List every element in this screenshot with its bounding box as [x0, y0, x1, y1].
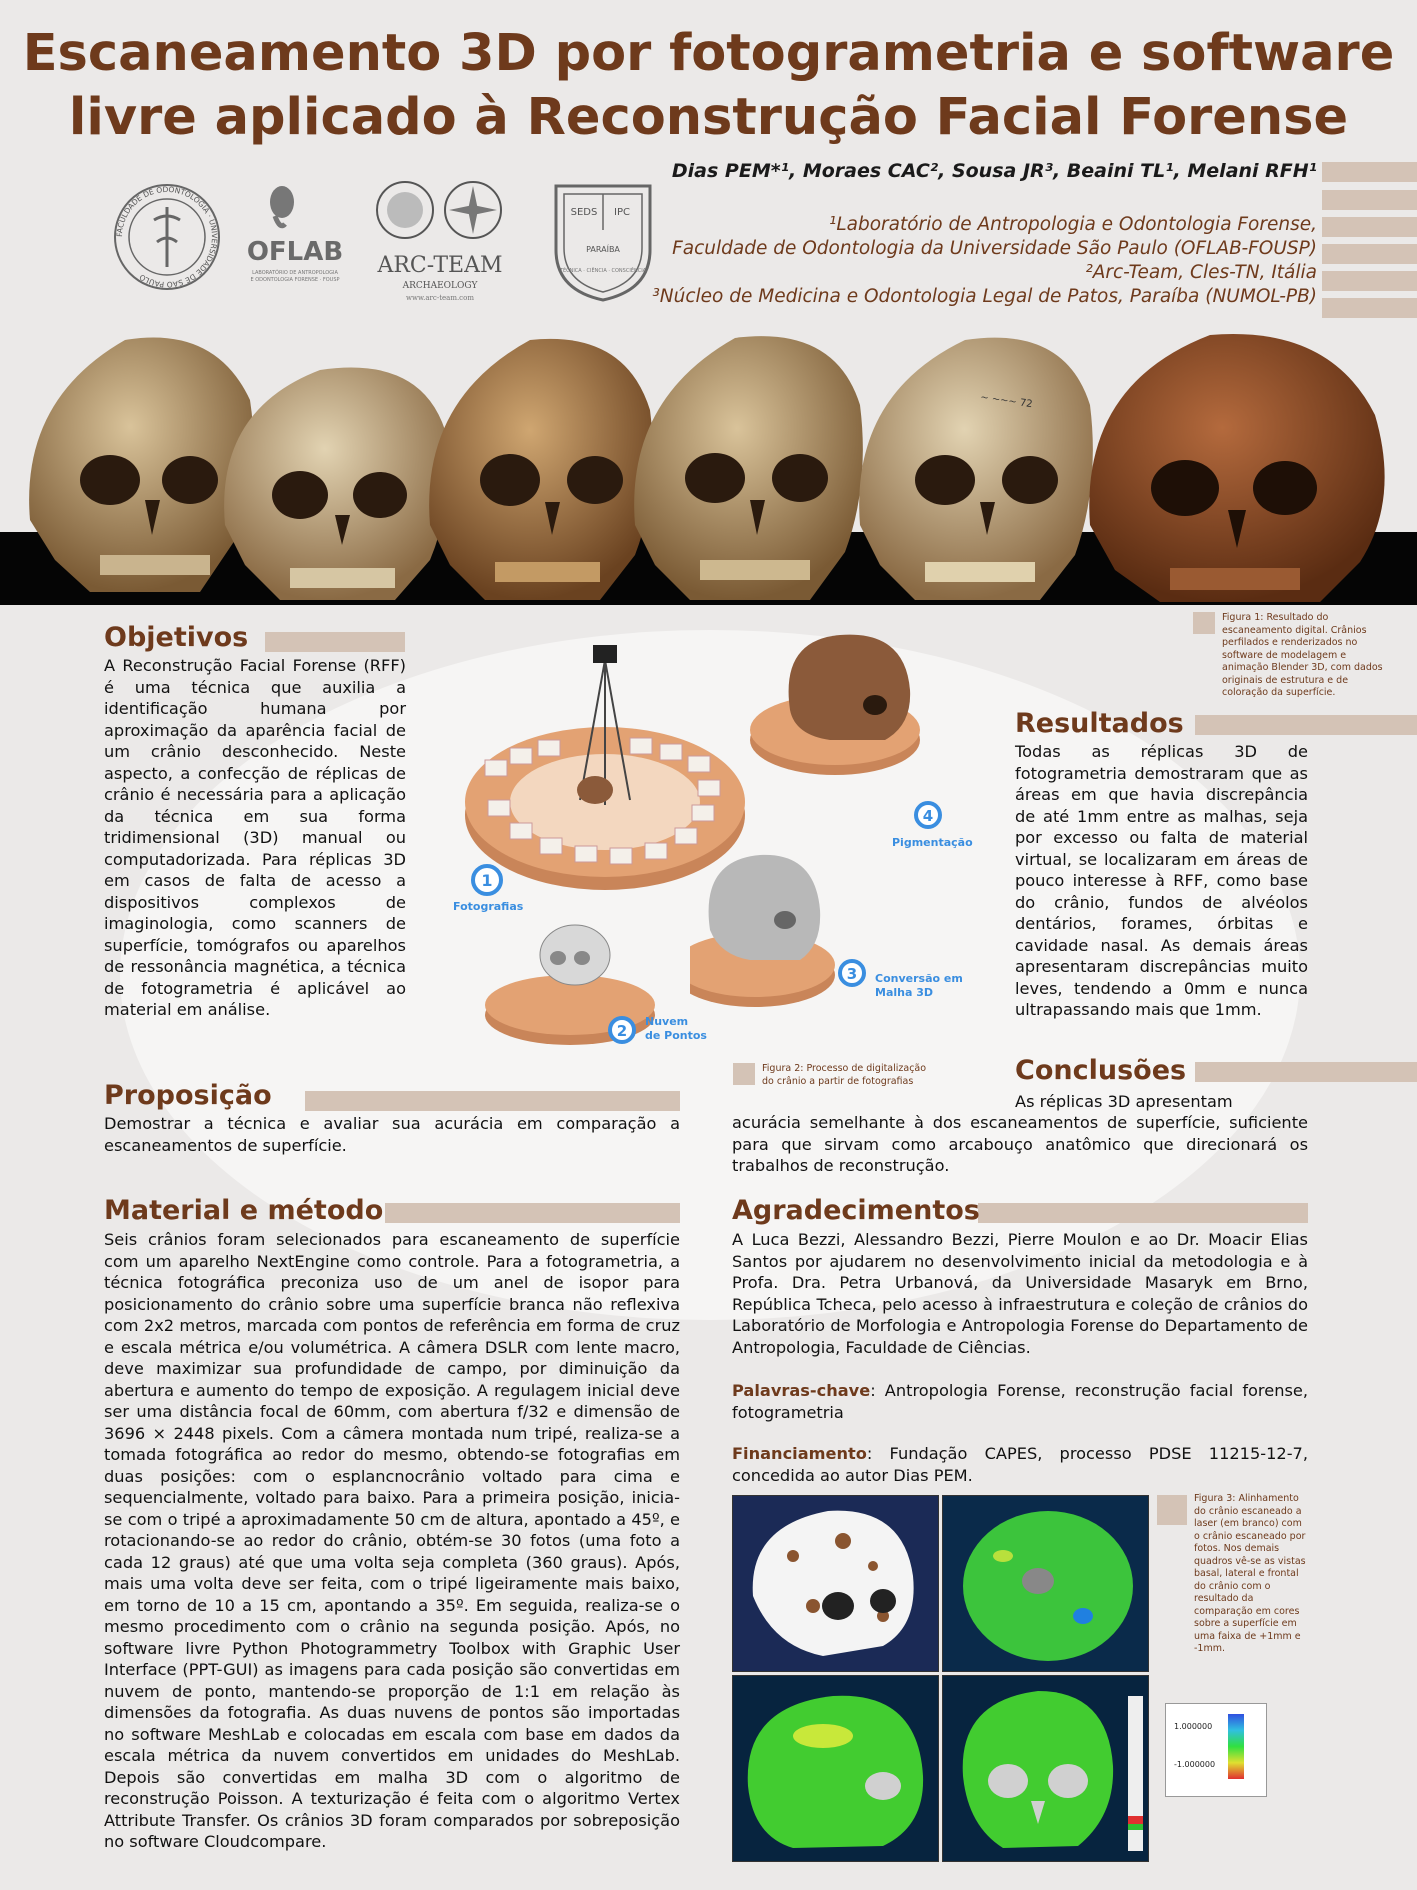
authors: Dias PEM*¹, Moraes CAC², Sousa JR³, Beaini TL¹, Melani RFH¹ [671, 160, 1317, 182]
step-2-number: 2 [616, 1022, 628, 1040]
objetivos-text: A Reconstrução Facial Forense (RFF) é uma técnica que auxilia a identificação humana por aproximação da aparência facial de um crânio desconhecido. Neste aspecto, a confecção de réplicas de crânio é necessária para a aplicação da técnica em sua forma tridimensional (3D) manual ou computadorizada. Para réplicas 3D em casos de falta de acesso a dispositivos complexos de imaginologia, como scanners de superfície, tomógrafos ou aparelhos de ressonância magnética, a técnica de fotogrametria é aplicável ao material em análise. [104, 656, 406, 1019]
poster-title [0, 22, 1417, 150]
title-line-1: Escaneamento 3D por fotogrametria e software [22, 24, 1395, 83]
skulls-photo-band [0, 330, 1417, 605]
figure3-panel-lateral [732, 1675, 939, 1862]
step-4-number: 4 [922, 807, 934, 825]
scale-gradient [1228, 1714, 1244, 1779]
conclusoes-heading: Conclusões [1015, 1055, 1187, 1086]
title-line-2: livre aplicado à Reconstrução Facial Forense [68, 88, 1349, 147]
oflab-sub-1: LABORATÓRIO DE ANTROPOLOGIA [252, 270, 338, 276]
caption-marker [1157, 1495, 1187, 1525]
accent-bar [1322, 271, 1417, 291]
palavras-text: : Antropologia Forense, reconstrução facial forense, fotogrametria [732, 1381, 1308, 1422]
seds-ipc-logo [548, 180, 658, 305]
step-1-number: 1 [481, 871, 493, 890]
figure1-caption: Figura 1: Resultado do escaneamento digital. Crânios perfilados e renderizados no software de modelagem e animação Blender 3D, com dados originais de estrutura e de coloração da superfície. [1222, 612, 1383, 698]
affiliation-line: ²Arc-Team, Cles-TN, Itália [1085, 262, 1317, 283]
skull-1 [29, 338, 254, 593]
oflab-sub-2: E ODONTOLOGIA FORENSE · FOUSP [250, 277, 340, 283]
step-4-label: Pigmentação [892, 836, 973, 849]
section-proposicao [104, 1080, 272, 1111]
accent-bar [978, 1203, 1308, 1223]
step-2-label-2: de Pontos [645, 1029, 707, 1042]
section-material [104, 1195, 383, 1226]
accent-bar [1322, 244, 1417, 264]
figure3-caption: Figura 3: Alinhamento do crânio escaneado a laser (em branco) com o crânio escaneado por fotos. Nos demais quadros vê-se as vistas basal, lateral e frontal do crânio com o resultado da comparação em cores sobre a superfície em uma faixa de +1mm e -1mm. [1194, 1493, 1306, 1654]
financiamento-label: Financiamento [732, 1444, 867, 1463]
affiliations [652, 213, 1317, 309]
financiamento-text: : Fundação CAPES, processo PDSE 11215-12-7, concedida ao autor Dias PEM. [732, 1444, 1308, 1485]
resultados-heading: Resultados [1015, 708, 1184, 739]
svg-text:~ ~~~ 72: ~ ~~~ 72 [979, 392, 1034, 411]
accent-bar [305, 1091, 680, 1111]
resultados-text: Todas as réplicas 3D de fotogrametria demostraram que as áreas em que havia discrepância de até 1mm entre as malhas, seja por excesso ou falta de material virtual, se localizaram em áreas de pouco interesse à RFF, como base do crânio, fundos de alvéolos dentários, forames, órbitas e cavidade nasal. As demais áreas apresentaram discrepâncias muito leves, tendendo a 0mm e nunca ultrapassando mais que 1mm. [1015, 742, 1308, 1019]
accent-bar [385, 1203, 680, 1223]
oflab-wordmark: OFLAB [246, 237, 344, 267]
section-agradecimentos [732, 1195, 980, 1226]
accent-bar [1322, 217, 1417, 237]
accent-bar [1322, 298, 1417, 318]
proposicao-heading: Proposição [104, 1080, 272, 1111]
usp-logo [112, 182, 222, 292]
step-1-label: Fotografias [453, 900, 524, 913]
agradecimentos-heading: Agradecimentos [732, 1195, 980, 1226]
seds-text: SEDS [570, 207, 598, 218]
figure3-panel-basal [942, 1495, 1149, 1672]
caption-marker [733, 1063, 755, 1085]
proposicao-text: Demostrar a técnica e avaliar sua acurácia em comparação a escaneamentos de superfície. [104, 1114, 680, 1155]
step-3-label-2: Malha 3D [875, 986, 934, 999]
financiamento [732, 1443, 1308, 1486]
arcteam-url: www.arc-team.com [406, 294, 474, 302]
usp-ring-text: FACULDADE DE ODONTOLOGIA · UNIVERSIDADE DE SÃO PAULO [114, 184, 220, 290]
step-3-number: 3 [846, 965, 858, 983]
skull-6 [1089, 334, 1384, 602]
step-3-label-1: Conversão em [875, 972, 963, 985]
skull-5 [859, 338, 1093, 600]
scale-bottom-value: -1.000000 [1174, 1760, 1216, 1769]
paraiba-text: PARAÍBA [586, 245, 620, 254]
skull-3 [429, 339, 653, 600]
figure3-panel-frontal [942, 1675, 1149, 1862]
palavras-label: Palavras-chave [732, 1381, 871, 1400]
affiliation-line: ¹Laboratório de Antropologia e Odontologia Forense, [828, 214, 1317, 235]
figure3-panel-overlay [732, 1495, 939, 1672]
conclusoes-text: acurácia semelhante à dos escaneamentos de superfície, suficiente para que sirvam como arcabouço anatômico que direcionará os trabalhos de reconstrução. [732, 1113, 1308, 1175]
caption-marker [1193, 612, 1215, 634]
ipc-text: IPC [614, 207, 630, 218]
process-diagram-right [690, 630, 1020, 1030]
objetivos-heading: Objetivos [104, 622, 249, 653]
agradecimentos-text: A Luca Bezzi, Alessandro Bezzi, Pierre Moulon e ao Dr. Moacir Elias Santos por ajudarem no desenvolvimento inicial da metodologia e à Profa. Dra. Petra Urbanová, da Universidade Masaryk em Brno, República Tcheca, pelo acesso à infraestrutura e coleção de crânios do Laboratório de Morfologia e Antropologia Forense do Departamento de Antropologia, Faculdade de Ciências. [732, 1230, 1308, 1357]
skull-2 [224, 368, 448, 601]
accent-bar [265, 632, 405, 652]
skull-4 [634, 336, 863, 600]
affiliation-line: ³Núcleo de Medicina e Odontologia Legal de Patos, Paraíba (NUMOL-PB) [652, 286, 1317, 307]
palavras-chave [732, 1380, 1308, 1423]
section-resultados [1015, 708, 1184, 739]
step-2-label-1: Nuvem [645, 1015, 689, 1028]
figure2-caption: Figura 2: Processo de digitalização do crânio a partir de fotografias [762, 1063, 927, 1087]
material-text: Seis crânios foram selecionados para escaneamento de superfície com um aparelho NextEngine como controle. Para a fotogrametria, a técnica fotográfica preconiza uso de um anel de isopor para posicionamento do crânio sobre uma superfície branca não reflexiva com 2x2 metros, marcada com pontos de referência em forma de cruz e escala métrica e/ou volumétrica. A câmera DSLR com lente macro, deve maximizar sua profundidade de campo, por diminuição da abertura e aumento do tempo de exposição. A regulagem inicial deve ser uma distância focal de 60mm, com abertura f/32 e dimensão de 3696 × 2448 pixels. Com a câmera montada num tripé, realiza-se a tomada fotográfica ao redor do mesmo, obtendo-se fotografias em duas posições: com o esplancnocrânio voltado para cima e sequencialmente, voltado para baixo. Para a primeira posição, inicia-se com o tripé a aproximadamente 50 cm de altura, apontado a 45º, e rotacionando-se ao redor do crânio, obtém-se 30 fotos (uma foto a cada 12 graus) até que uma volta seja completa (360 graus). Após, mais uma volta deve ser feita, com o tripé ligeiramente mais baixo, em torno de 10 a 15 cm, apontando a 35º. Em seguida, realiza-se o mesmo procedimento com o crânio na segunda posição. Após, no software livre Python Photogrammetry Toolbox with Graphic User Interface (PPT-GUI) as imagens para cada posição são convertidas em nuvem de ponto, mantendo-se proporção de 1:1 em relação às dimensões da fotografia. As duas nuvens de pontos são importadas no software MeshLab e colocadas em escala com base em dados da escala métrica da nuvem convertidos em unidades do MeshLab. Depois são convertidas em malha 3D com o algoritmo de reconstrução Poisson. A texturização é feita com o algoritmo Vertex Attribute Transfer. Os crânios 3D foram comparados por sobreposição no software Cloudcompare. [104, 1230, 680, 1851]
accent-bar [1195, 715, 1417, 735]
scale-top-value: 1.000000 [1174, 1722, 1213, 1731]
color-scale-inset [1165, 1703, 1267, 1797]
accent-bar [1322, 190, 1417, 210]
accent-bar [1195, 1062, 1417, 1082]
oflab-logo [245, 180, 345, 300]
conclusoes-text-first: As réplicas 3D apresentam [1015, 1092, 1233, 1111]
accent-bar [1322, 162, 1417, 182]
seds-ring-text: TÉCNICA · CIÊNCIA · CONSCIÊNCIA [559, 268, 647, 274]
material-heading: Material e método [104, 1195, 384, 1226]
affiliation-line: Faculdade de Odontologia da Universidade São Paulo (OFLAB-FOUSP) [672, 238, 1317, 259]
section-conclusoes [1015, 1055, 1186, 1086]
arcteam-logo [365, 180, 515, 310]
arcteam-sub: ARCHAEOLOGY [402, 281, 478, 291]
arcteam-wordmark: ARC-TEAM [377, 253, 503, 278]
